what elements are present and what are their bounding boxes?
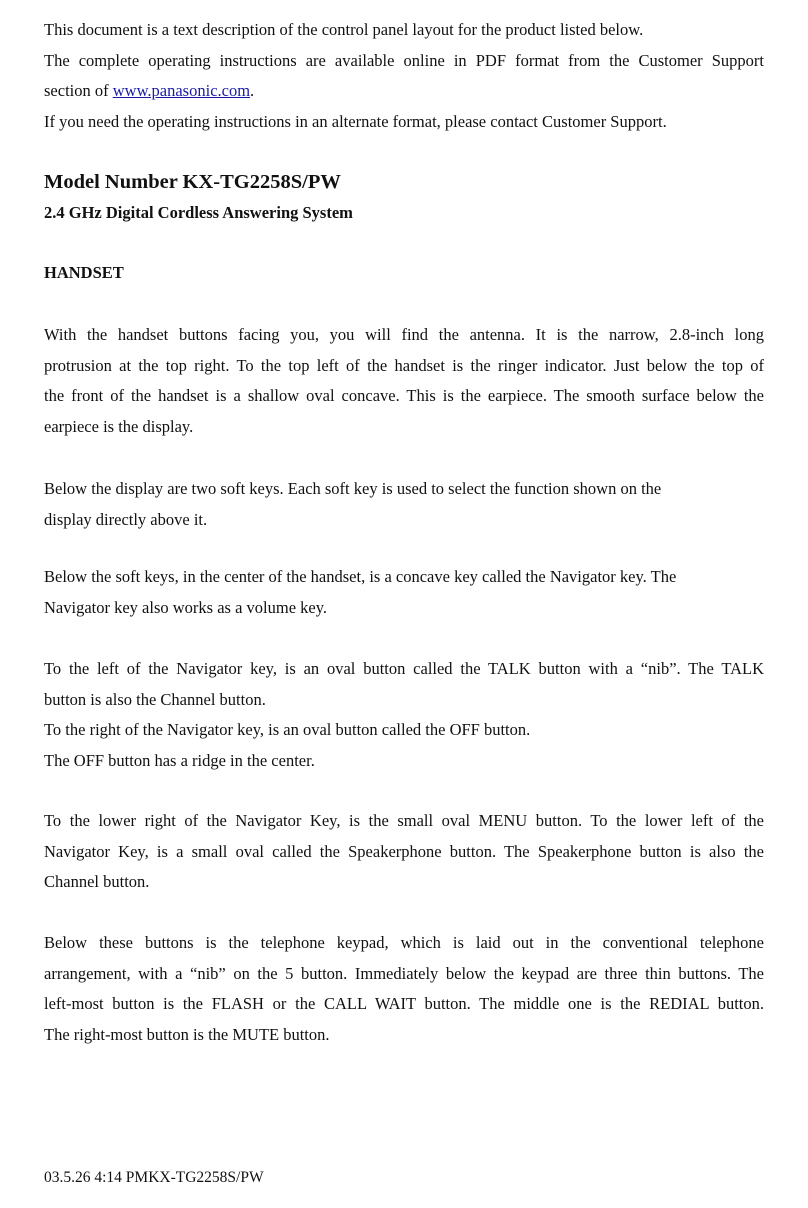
paragraph-line: Below the soft keys, in the center of the handset, is a concave key called the Navigator key. The	[44, 567, 677, 586]
paragraph-line: Below these buttons is the telephone keypad, which is laid out in the conventional telephone	[44, 933, 764, 952]
paragraph-line: earpiece is the display.	[44, 416, 194, 436]
paragraph-talk-off	[44, 654, 764, 776]
paragraph-line: button is also the Channel button.	[44, 689, 266, 709]
paragraph-line: To the left of the Navigator key, is an oval button called the TALK button with a “nib”. The TALK	[44, 659, 764, 678]
paragraph-soft-keys	[44, 474, 764, 535]
paragraph-line: protrusion at the top right. To the top left of the handset is the ringer indicator. Just below the top of	[44, 355, 764, 375]
paragraph-line: To the lower right of the Navigator Key, is the small oval MENU button. To the lower left of the	[44, 811, 764, 830]
paragraph-line: Navigator Key, is a small oval called the Speakerphone button. The Speakerphone button is also the	[44, 841, 764, 861]
paragraph-menu-speaker	[44, 806, 764, 898]
paragraph-line: To the right of the Navigator key, is an oval button called the OFF button.	[44, 720, 531, 739]
paragraph-line: Below the display are two soft keys. Each soft key is used to select the function shown on the	[44, 479, 662, 498]
paragraph-line: left-most button is the FLASH or the CALL WAIT button. The middle one is the REDIAL button.	[44, 994, 764, 1013]
section-heading: HANDSET	[44, 263, 124, 282]
paragraph-antenna	[44, 320, 764, 442]
intro-line	[44, 76, 764, 107]
paragraph-line: the front of the handset is a shallow oval concave. This is the earpiece. The smooth surface below the	[44, 386, 764, 405]
intro-text: section of	[44, 81, 113, 100]
paragraph-line: The right-most button is the MUTE button.	[44, 1024, 330, 1044]
intro-line: If you need the operating instructions in an alternate format, please contact Customer Support.	[44, 111, 667, 131]
model-title: Model Number KX-TG2258S/PW	[44, 171, 341, 193]
intro-block	[44, 15, 764, 137]
paragraph-line: With the handset buttons facing you, you will find the antenna. It is the narrow, 2.8-inch long	[44, 325, 764, 344]
product-subtitle: 2.4 GHz Digital Cordless Answering System	[44, 203, 353, 222]
intro-line: This document is a text description of the control panel layout for the product listed below.	[44, 20, 644, 39]
paragraph-line: Channel button.	[44, 872, 150, 891]
paragraph-line: Navigator key also works as a volume key.	[44, 597, 328, 617]
paragraph-line: display directly above it.	[44, 509, 208, 529]
intro-text: .	[250, 81, 255, 100]
panasonic-link[interactable]: www.panasonic.com	[112, 81, 251, 100]
intro-line: The complete operating instructions are available online in PDF format from the Customer Support	[44, 50, 764, 70]
paragraph-line: The OFF button has a ridge in the center.	[44, 750, 315, 770]
paragraph-keypad	[44, 928, 764, 1050]
page-footer: 03.5.26 4:14 PMKX-TG2258S/PW	[44, 1169, 264, 1186]
paragraph-line: arrangement, with a “nib” on the 5 button. Immediately below the keypad are three thin buttons. The	[44, 963, 764, 983]
paragraph-navigator	[44, 562, 764, 623]
